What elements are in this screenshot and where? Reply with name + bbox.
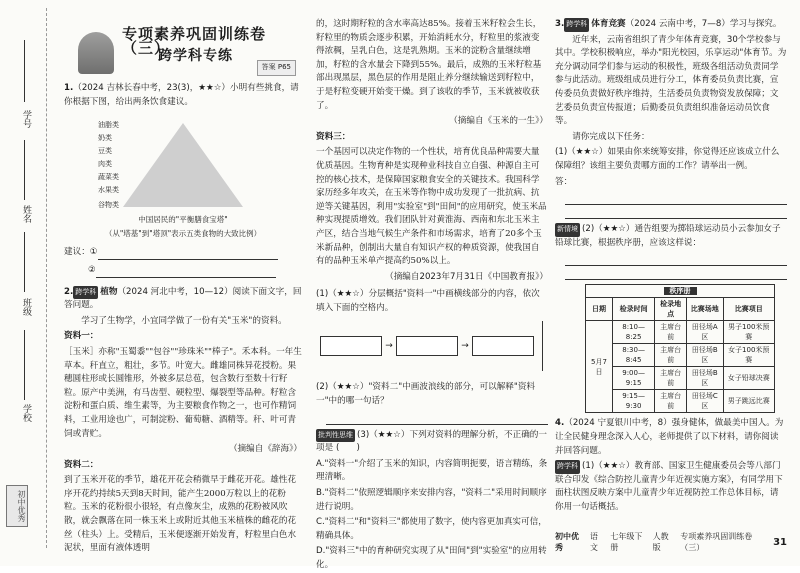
suggestion-1-row [64, 246, 302, 260]
table-header-row [586, 298, 775, 321]
table-cell: 田径场A区 [687, 321, 723, 344]
subject-label: 植物 [100, 286, 118, 297]
question-1 [64, 82, 302, 109]
material-1-source: （摘编自《辞海》） [228, 444, 302, 455]
question-text: （2024 云南中考，7—8）学习与探究。 [625, 19, 782, 29]
suggestion-label: 建议：① [64, 247, 98, 258]
student-id-label: 学号 [21, 110, 31, 128]
food-pyramid-figure [98, 113, 268, 213]
school-field[interactable] [24, 330, 25, 400]
intro-text: 学习了生物学，小宜同学做了一份有关"玉米"的资料。 [81, 315, 287, 326]
material-2-source: （摘编自《玉米的一生》） [449, 116, 548, 127]
summary-box-diagram [320, 321, 548, 371]
question-2 [64, 286, 302, 313]
suggestion-2-field[interactable] [96, 267, 276, 278]
name-field[interactable] [24, 140, 25, 200]
class-field[interactable] [24, 232, 25, 292]
page-title: 专项素养巩固训练卷（三） [122, 25, 267, 57]
pyramid-shape [123, 123, 243, 207]
pyramid-label: 肉类 [98, 160, 112, 169]
column-header: 检录时间 [613, 298, 655, 321]
table-cell: 女子铅球决赛 [723, 367, 775, 390]
schedule-table [585, 284, 775, 413]
answer-box-2[interactable] [396, 336, 458, 356]
material-3-text: 一个基因可以决定作物的一个性状，培育优良品种需要大量优质基因。生物育种是实现种业科技自立自强、种源自主可控的核心技术，是保障国家粮食安全的关键技术。我国科学家历经多年攻关，在玉米等作物中成功发现了一批抗病、抗逆等关键基因，利用"实验室"到"田间"的应用研究，使玉米品种实现提质增效。我们团队针对黄淮海、西南和东北玉米主产区，结合当地气候生产条件和市场需求，培育了20多个玉米新品种，创制出大量自有知识产权的种质资源，使我国自有的品种玉米单产提高约50%以上。 [316, 147, 547, 267]
class-label: 班级 [21, 298, 31, 316]
material-title: 资料一： [64, 331, 99, 342]
table-cell: 8:10—8:25 [613, 321, 655, 344]
task-prompt: 请你完成以下任务： [572, 131, 650, 142]
material-1-title [64, 330, 302, 344]
table-cell: 9:15—9:30 [613, 390, 655, 413]
answer-line[interactable] [565, 266, 787, 280]
column-header: 检录地点 [655, 298, 687, 321]
table-cell: 主席台前 [655, 344, 687, 367]
question-4 [555, 417, 787, 458]
material-2-continued: 的，这时期籽粒的含水率高达85%。接着玉米籽粒会生长，籽粒里的物质会逐步积累，开始消耗水分，籽粒里的浆液变得浓稠，呈乳白色，这是乳熟期。玉米的淀粉含量继续增加，籽粒的含水量会下降到55%。最后，成熟的玉米籽粒基部出现黑层，黑色层的作用是阻止养分继续输送到籽粒中，于是籽粒变硬开始变干燥。到了该收的季节，玉米就被收获了。 [316, 19, 542, 111]
suggestion-2-row [64, 264, 302, 278]
table-cell: 田径场B区 [687, 344, 723, 367]
option-a: A."资料一"介绍了玉米的知识，内容简明扼要，语言精练，条理清晰。 [316, 458, 548, 483]
question-number: 3. [555, 19, 565, 29]
question-3-1: (1)（★★☆）如果由你来统筹安排，你觉得还应该成立什么保障组？该组主要负责哪方面的工作？请举出一例。 [555, 147, 780, 171]
cross-subject-tag: 跨学科 [73, 286, 98, 300]
question-text: （2024 吉林长春中考，23(3)，★★☆）小明有些挑食，请你根据下图，给出两条饮食建议。 [64, 83, 299, 107]
option-b: B."资料二"依照逻辑顺序来安排内容，"资料二"采用时间顺序进行说明。 [316, 488, 547, 512]
skill-tag: 批判性思维 [316, 429, 355, 443]
table-cell: 主席台前 [655, 367, 687, 390]
page-number: 31 [773, 536, 788, 548]
date-cell: 5月7日 [586, 321, 613, 413]
pyramid-label: 奶类 [98, 134, 112, 143]
table-cell: 9:00—9:15 [613, 367, 655, 390]
binding-margin [0, 0, 52, 566]
answer-line[interactable] [565, 205, 787, 219]
bracket-icon [536, 321, 543, 371]
fold-line [46, 8, 47, 548]
material-title: 资料三： [316, 131, 351, 142]
table-title-text: 秩序册 [664, 287, 697, 295]
table-row [586, 390, 775, 413]
answer-line[interactable] [326, 411, 548, 425]
question-4-1 [555, 460, 787, 514]
answer-box-3[interactable] [472, 336, 534, 356]
table-cell: 8:30—8:45 [613, 344, 655, 367]
table-cell: 女子100米预赛 [723, 344, 775, 367]
pyramid-label: 油脂类 [98, 121, 119, 130]
answer-reference: 答案 P65 [257, 60, 296, 76]
page-footer [555, 534, 787, 550]
material-2-text: 到了玉米开花的季节，雄花开花会稍微早于雌花开花。雄性花序开花约持续5天到8天时间，能产生2000万粒以上的花粉粒。玉米的花粉很小很轻，有点像灰尘，成熟的花粉被风吹散，就会飘落在同一株玉米上或附近其他玉米植株的雌花的花丝（柱头）上。受精后，玉米便逐渐开始发育，籽粒里白色水泥状，里面有液体透明 [64, 475, 297, 554]
page-subtitle: 跨学科专练 [158, 48, 233, 64]
brand-stamp: 初中优秀 [6, 485, 28, 527]
option-c: C."资料二"和"资料三"都使用了数字，使内容更加真实可信，精确具体。 [316, 517, 547, 541]
material-title: 资料二： [64, 459, 99, 470]
answer-label: 答： [555, 176, 573, 187]
pyramid-label: 豆类 [98, 147, 112, 156]
name-label: 姓名 [21, 205, 31, 223]
question-2-3 [316, 429, 548, 456]
table-row [586, 321, 775, 344]
column-2 [316, 18, 548, 570]
answer-bracket[interactable]: ( ) [335, 443, 360, 454]
column-3 [555, 18, 787, 538]
column-header: 比赛场地 [687, 298, 723, 321]
question-text: （2024 宁夏银川中考，8）强身健体，做最美中国人。为让全民健身理念深入人心，老师提供了以下材料，请你阅读并回答问题。 [555, 418, 784, 456]
footer-series: 专项素养巩固训练卷（三） [680, 532, 753, 552]
material-3-title [316, 131, 548, 145]
question-3-2 [555, 223, 787, 250]
banner-figure-icon [78, 32, 114, 74]
student-id-field[interactable] [24, 40, 25, 102]
table-row [586, 367, 775, 390]
school-label: 学校 [21, 404, 31, 422]
table-cell: 主席台前 [655, 390, 687, 413]
pyramid-label: 蔬菜类 [98, 173, 119, 182]
footer-edition: 人教版 [652, 532, 669, 552]
cross-subject-tag: 跨学科 [555, 460, 580, 474]
figure-caption: 中国居民的"平衡膳食宝塔" [138, 215, 228, 225]
column-header: 日期 [586, 298, 613, 321]
question-text: （2024 河北中考，10—12）阅读下面文字，回答问题。 [64, 286, 302, 311]
material-2-title [64, 459, 302, 473]
arrow-icon: → [385, 340, 393, 351]
arrow-icon: → [461, 340, 469, 351]
cross-subject-tag: 跨学科 [564, 18, 589, 32]
question-text: (3)（★★☆）下列对资料的理解分析，不正确的一项是 [316, 429, 547, 454]
table-cell: 田径场C区 [687, 390, 723, 413]
answer-box-1[interactable] [320, 336, 382, 356]
question-number: 1. [64, 83, 74, 93]
footer-subject: 语文 [589, 532, 598, 552]
pyramid-label: 水果类 [98, 186, 119, 195]
title-banner [64, 18, 302, 78]
question-2-1: (1)（★★☆）分层概括"资料一"中画横线部分的内容，依次填入下面的空格内。 [316, 289, 540, 313]
context-tag: 新情境 [555, 223, 580, 237]
table-cell: 男子100米预赛 [723, 321, 775, 344]
pyramid-label: 谷物类 [98, 201, 119, 210]
table-row [586, 344, 775, 367]
column-header: 比赛项目 [723, 298, 775, 321]
table-cell: 男子跳远比赛 [723, 390, 775, 413]
answer-line[interactable] [565, 252, 787, 266]
material-1-text: ［玉米］亦称"玉蜀黍""包谷""珍珠米""棒子"。禾本科。一年生草本。秆直立，粗壮，多节。叶宽大。雌雄同株异花授粉。果穗圆柱形或长圆锥形，外被多层总苞，包含数行至数十行籽粒。原产中美洲，有马齿型、硬粒型、爆裂型等品种。籽粒含淀粉和蛋白质、维生素等，为主要粮食作物之一，也可作精饲料，工业用途也广，可制淀粉、葡萄糖、酒精等。秆、叶可青饲或青贮。 [64, 346, 302, 439]
question-number: 4. [555, 418, 565, 429]
question-3-body: 近年来，云南省组织了青少年体育竞赛，30个学校参与其中。学校积极响应，举办"阳光校园，乐享运动"体育节。为充分调动同学们参与运动的积极性，班级各组活动负责同学参与此活动。班级组成员进行分工，体育委员负责比赛，宣传委员负责做好秩序维持，生活委员负责物资发放保障；文艺委员负责宣传报道；后勤委员负责组织准备运动员饮食等。 [555, 34, 787, 127]
figure-note: （从"塔基"到"塔顶"表示五类食物的大致比例） [104, 228, 262, 238]
table-cell: 主席台前 [655, 321, 687, 344]
question-number: 2. [64, 286, 74, 297]
question-3 [555, 18, 787, 32]
question-text: (1)（★★☆）教育部、国家卫生健康委员会等八部门联合印发《综合防控儿童青少年近视实施方案》，有同学用下面柱状图反映方案中儿童青少年近视防控工作总体目标，请你用一句话概括。 [555, 461, 783, 512]
option-d: D."资料三"中的育种研究实现了从"田间"到"实验室"的应用转化。 [316, 546, 547, 570]
material-3-source: （摘编自2023年7月31日《中国教育报》） [385, 271, 548, 282]
question-2-2: (2)（★★☆）"资料二"中画波浪线的部分，可以解释"资料一"中的哪一句话？ [316, 382, 536, 407]
suggestion-1-field[interactable] [98, 249, 278, 260]
answer-line[interactable] [565, 191, 787, 205]
question-text: (2)（★★☆）通告组要为掷铅球运动员小云参加女子铅球比赛，根据秩序册，应该这样说： [555, 224, 781, 248]
suggestion-label: ② [88, 264, 96, 275]
subject-label: 体育竞赛 [591, 19, 626, 29]
footer-brand: 初中优秀 [555, 532, 579, 552]
table-title [586, 285, 775, 298]
column-1 [64, 18, 302, 554]
table-cell: 田径场B区 [687, 367, 723, 390]
footer-grade: 七年级下册 [610, 532, 643, 552]
